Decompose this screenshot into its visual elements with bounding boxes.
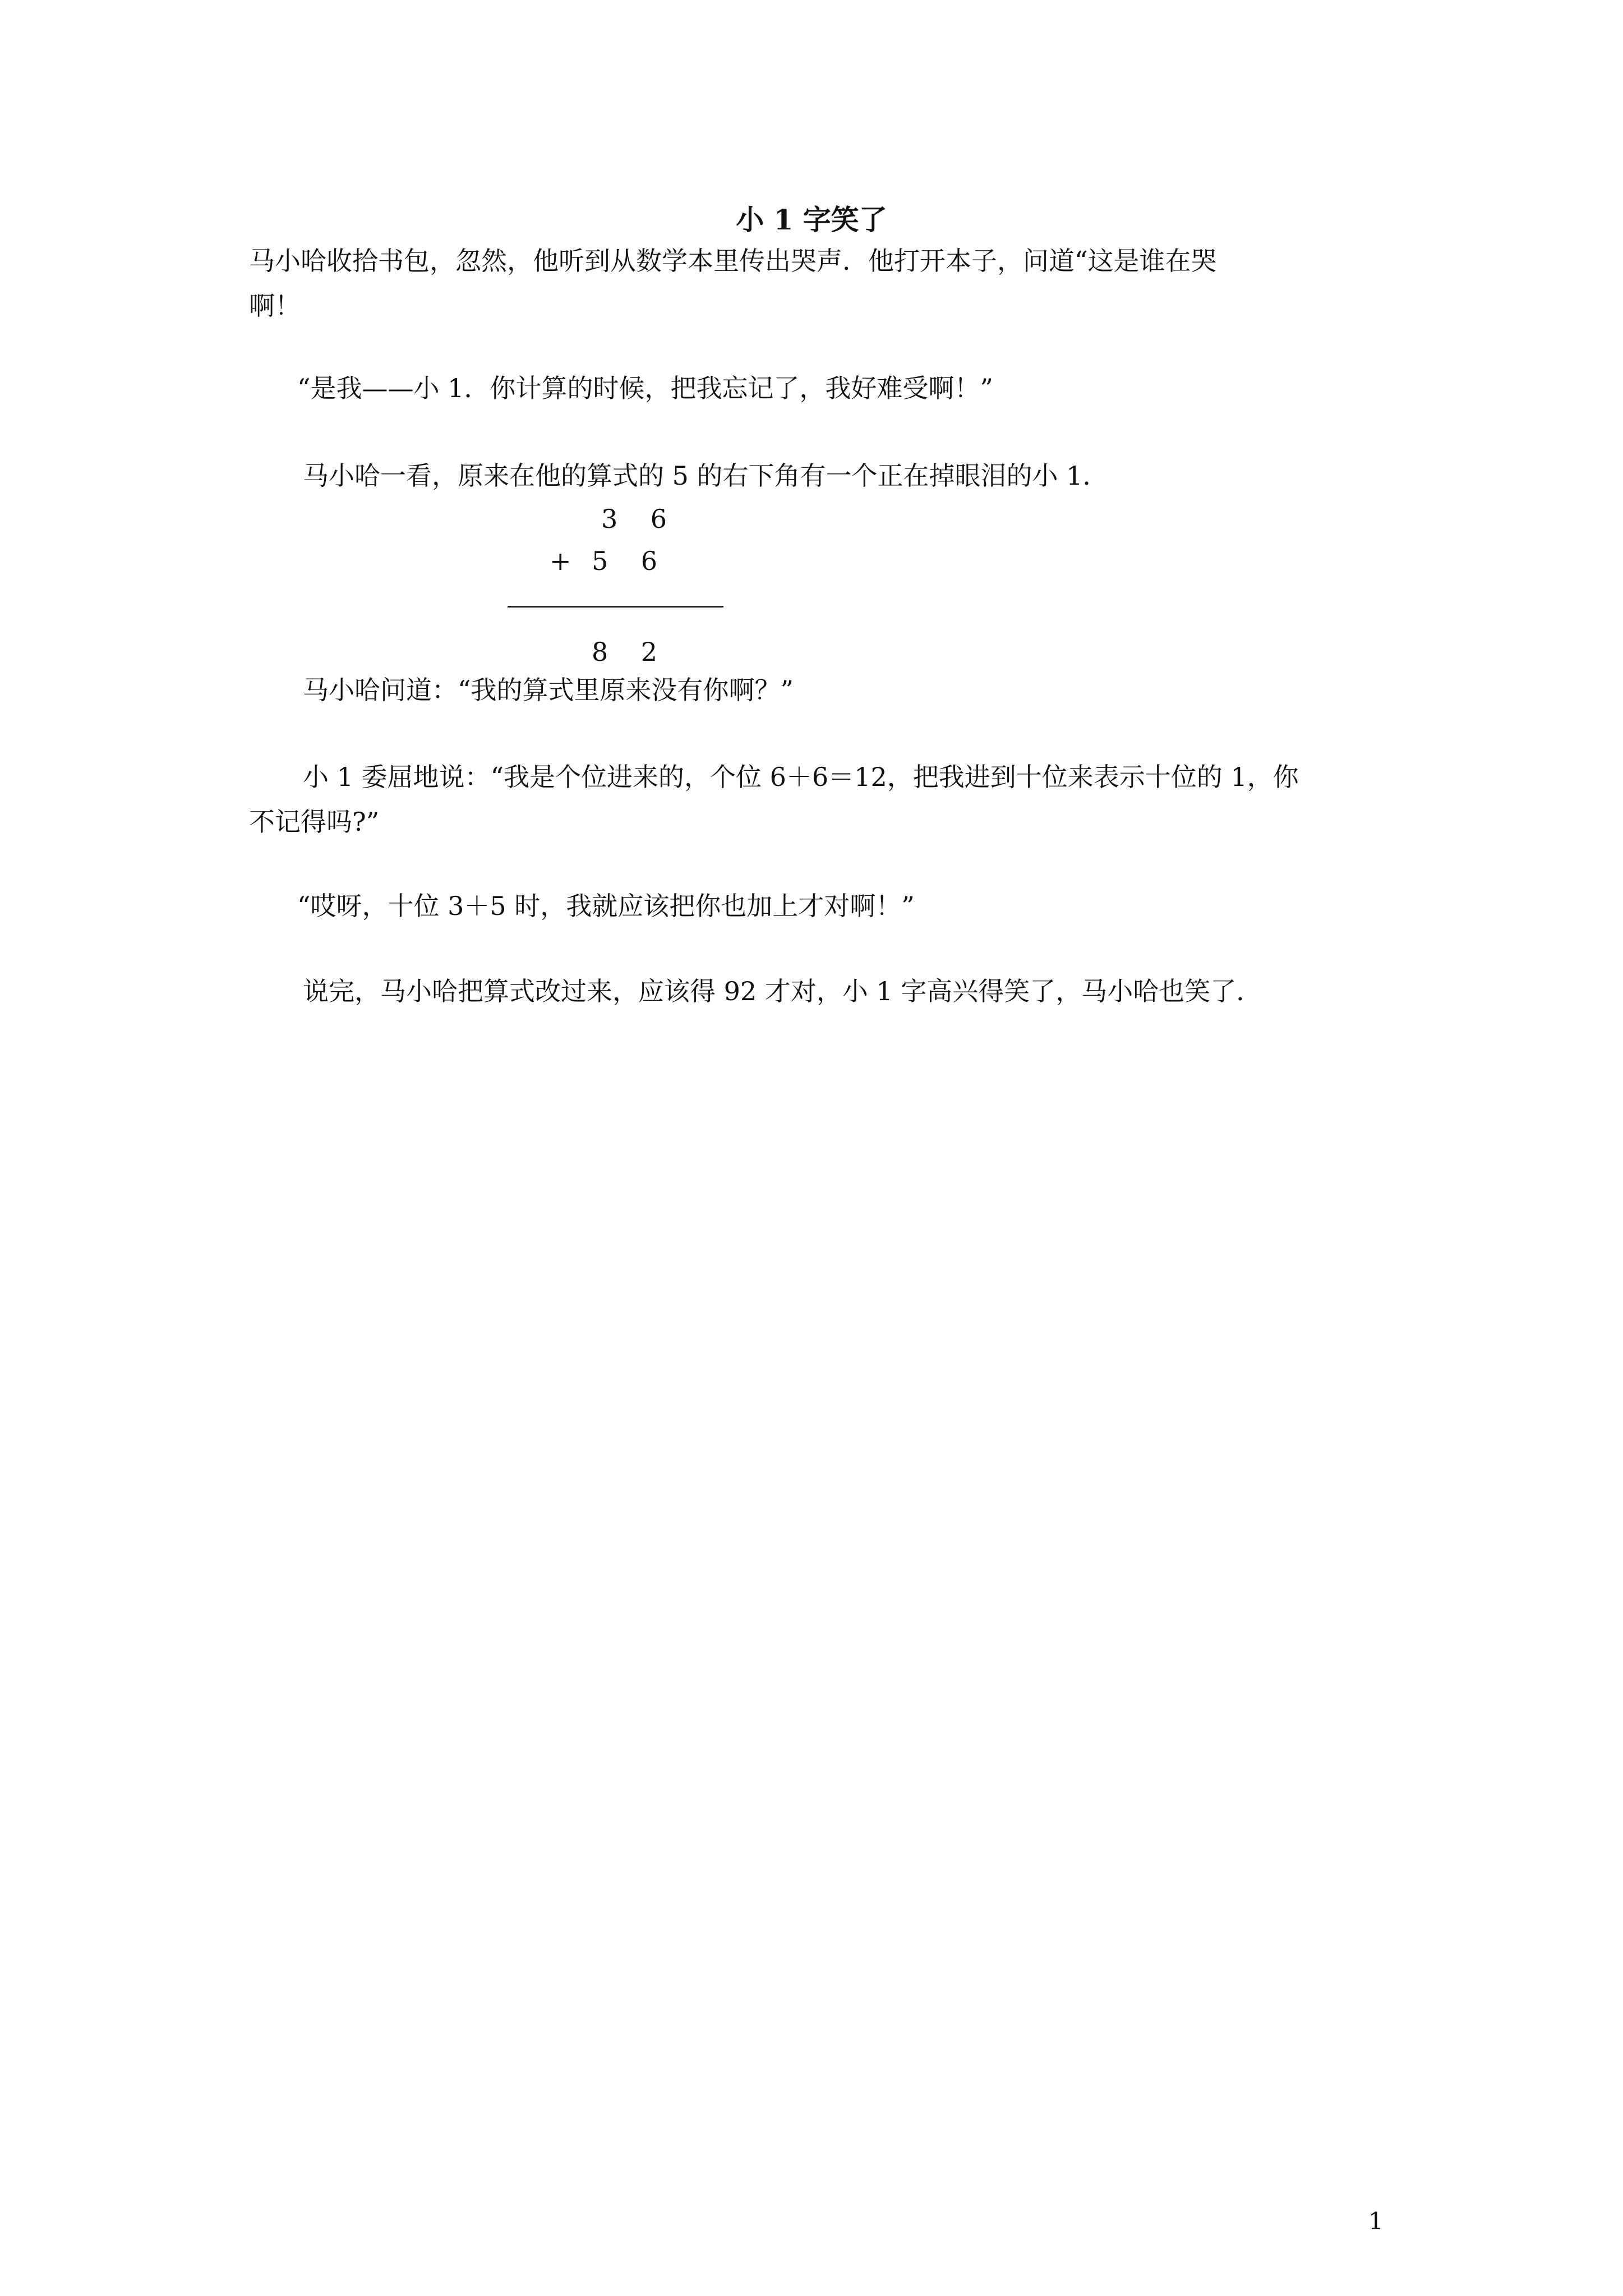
paragraph-5-line-2: 不记得吗?” [249,807,380,837]
addend-2: 5 6 [592,546,658,576]
page-number: 1 [1368,2207,1384,2235]
paragraph-5-line-1: 小 1 委屈地说：“我是个位进来的，个位 6＋6＝12，把我进到十位来表示十位的 1，你 [303,762,1299,792]
paragraph-2: “是我——小 1．你计算的时候，把我忘记了，我好难受啊！” [297,373,993,403]
addend-1: 3 6 [601,504,667,534]
sum-result: 8 2 [592,637,658,667]
paragraph-1-line-1: 马小哈收拾书包，忽然，他听到从数学本里传出哭声．他打开本子，问道“这是谁在哭 [249,246,1217,276]
paragraph-7: 说完，马小哈把算式改过来，应该得 92 才对，小 1 字高兴得笑了，马小哈也笑了． [303,976,1262,1006]
page-title: 小 1 字笑了 [736,203,887,236]
paragraph-3: 马小哈一看，原来在他的算式的 5 的右下角有一个正在掉眼泪的小 1． [303,461,1109,491]
sum-divider [508,606,723,608]
plus-sign: + [550,546,571,576]
paragraph-6: “哎呀，十位 3＋5 时，我就应该把你也加上才对啊！” [297,891,915,921]
paragraph-1-line-2: 啊！ [249,291,301,321]
paragraph-4: 马小哈问道：“我的算式里原来没有你啊？” [303,675,794,705]
